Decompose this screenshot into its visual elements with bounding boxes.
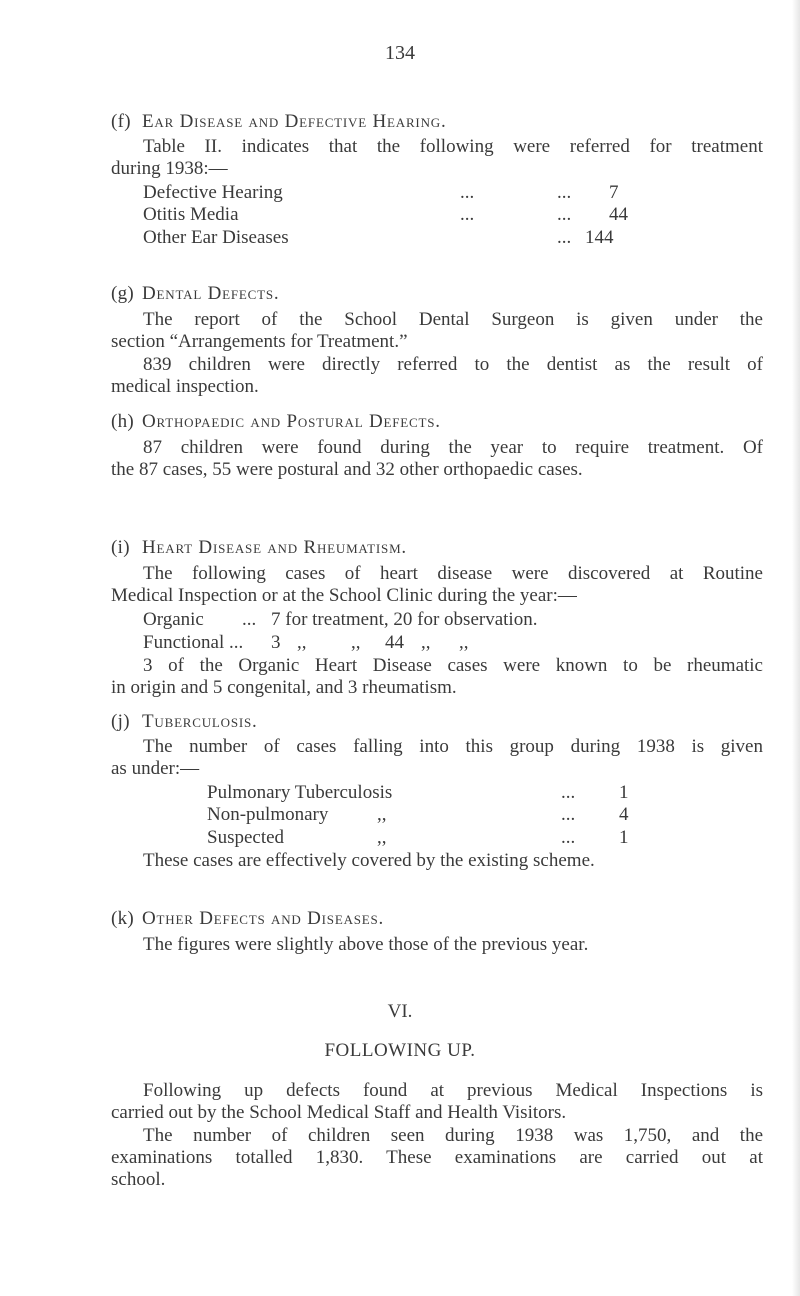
heading-dental-defects [111, 283, 279, 305]
text-line: These cases are effectively covered by the existing scheme. [143, 850, 595, 871]
ditto-mark: ,, [421, 632, 431, 653]
item-name: Non-pulmonary [207, 804, 329, 825]
item-name: Defective Hearing [143, 182, 283, 203]
following-up-para-1 [111, 1080, 763, 1124]
section-title: Heart Disease and Rheumatism. [142, 537, 407, 558]
heading-orthopaedic [111, 411, 441, 433]
section-title: Ear Disease and Defective Hearing. [142, 111, 447, 132]
heart-para-1 [111, 563, 763, 607]
text-line: The number of cases falling into this group during 1938 is given [143, 736, 763, 757]
leader-dots: ... [561, 804, 576, 825]
text-line: The following cases of heart disease were discovered at Routine [143, 563, 763, 584]
item-value: 3 [271, 632, 281, 653]
text-line: 87 children were found during the year to require treatment. Of [143, 437, 763, 458]
item-value: 44 [385, 632, 404, 653]
following-up-para-2 [111, 1125, 763, 1191]
text-line: The figures were slightly above those of the previous year. [143, 934, 589, 955]
list-item [0, 182, 800, 204]
leader-dots: ... [561, 782, 576, 803]
section-title: Other Defects and Diseases. [142, 908, 385, 929]
item-value: 7 [609, 182, 619, 203]
text-line: carried out by the School Medical Staff and Health Visitors. [111, 1102, 567, 1123]
section-title: Dental Defects. [142, 283, 280, 304]
list-item [0, 204, 800, 226]
dental-para-1 [111, 309, 763, 353]
text-line: in origin and 5 congenital, and 3 rheumatism. [111, 677, 457, 698]
item-name: Suspected [207, 827, 285, 848]
item-name: Functional ... [143, 632, 244, 653]
item-name: Organic [143, 609, 204, 630]
ear-intro [111, 136, 763, 180]
text-line: during 1938:— [111, 158, 228, 179]
dental-para-2 [111, 354, 763, 398]
leader-dots: ... [557, 204, 572, 225]
tb-para-2 [111, 850, 763, 872]
text-line: The number of children seen during 1938 was 1,750, and the [143, 1125, 763, 1146]
page-edge-shadow [792, 0, 800, 1296]
text-line: 839 children were directly referred to the dentist as the result of [143, 354, 763, 375]
text-line: as under:— [111, 758, 200, 779]
ditto-mark: ,, [377, 827, 387, 848]
list-item [0, 827, 800, 849]
other-defects-para [111, 934, 763, 956]
orthopaedic-para [111, 437, 763, 481]
ditto-mark: ,, [351, 632, 361, 653]
text-line: section “Arrangements for Treatment.” [111, 331, 408, 352]
heading-other-defects [111, 908, 384, 930]
text-line: school. [111, 1169, 166, 1190]
list-item [0, 609, 800, 631]
item-name: Otitis Media [143, 204, 239, 225]
section-title: Tuberculosis. [142, 711, 258, 732]
section-label: (k) [111, 908, 135, 929]
section-title: Orthopaedic and Postural Defects. [142, 411, 441, 432]
list-item [0, 782, 800, 804]
section-label: (j) [111, 711, 130, 732]
ditto-mark: ,, [297, 632, 307, 653]
leader-dots: ... [460, 182, 475, 203]
text-line: 3 of the Organic Heart Disease cases were known to be rheumatic [143, 655, 763, 676]
item-value: 44 [609, 204, 628, 225]
text-line: Following up defects found at previous Medical Inspections is [143, 1080, 763, 1101]
item-name: Pulmonary Tuberculosis [207, 782, 393, 803]
text-line: Medical Inspection or at the School Clinic during the year:— [111, 585, 577, 606]
leader-dots: ... [557, 182, 572, 203]
section-label: (i) [111, 537, 130, 558]
ditto-mark: ,, [377, 804, 387, 825]
section-label: (h) [111, 411, 135, 432]
leader-dots: ... [561, 827, 576, 848]
item-value: 1 [619, 782, 629, 803]
item-value: 144 [585, 227, 614, 248]
ditto-mark: ,, [459, 632, 469, 653]
section-label: (g) [111, 283, 135, 304]
item-value: 1 [619, 827, 629, 848]
text-line: examinations totalled 1,830. These examinations are carried out at [111, 1147, 763, 1168]
item-value: 4 [619, 804, 629, 825]
text-line: medical inspection. [111, 376, 259, 397]
item-name: Other Ear Diseases [143, 227, 289, 248]
heading-heart-disease [111, 537, 407, 559]
tb-para-1 [111, 736, 763, 780]
leader-dots: ... [460, 204, 475, 225]
leader-dots: ... [242, 609, 257, 630]
heading-tuberculosis [111, 711, 258, 733]
heading-ear-disease [111, 111, 447, 133]
text-line: the 87 cases, 55 were postural and 32 other orthopaedic cases. [111, 459, 583, 480]
section-numeral: VI. [387, 1001, 413, 1022]
leader-dots: ... [557, 227, 572, 248]
item-value: 7 for treatment, 20 for observation. [271, 609, 538, 630]
text-line: Table II. indicates that the following were referred for treatment [143, 136, 763, 157]
list-item [0, 227, 800, 249]
list-item [0, 804, 800, 826]
section-label: (f) [111, 111, 131, 132]
text-line: The report of the School Dental Surgeon is given under the [143, 309, 763, 330]
section-title-following-up: FOLLOWING UP. [324, 1040, 476, 1061]
heart-para-2 [111, 655, 763, 699]
list-item [0, 632, 800, 654]
page-number: 134 [385, 42, 415, 64]
